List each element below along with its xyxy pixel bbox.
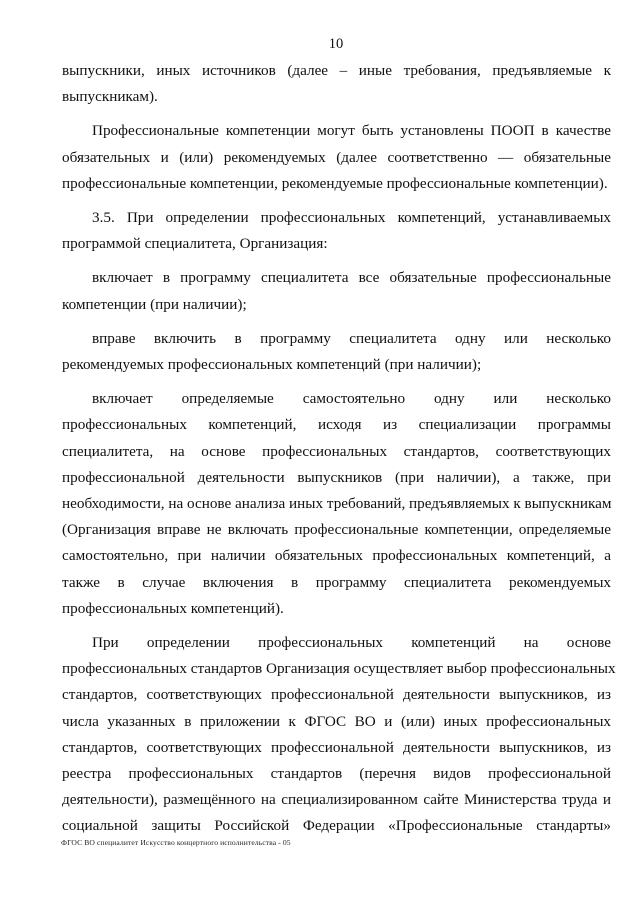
paragraph-self-defined-competencies: [62, 386, 611, 622]
text-line: стандартов, соответствующих профессиональной деятельности выпускников, из: [62, 686, 611, 704]
paragraph-recommended-competencies: [62, 326, 611, 378]
text-line: профессиональные компетенции, рекомендуемые профессиональные компетенции).: [62, 174, 608, 192]
text-line: программой специалитета, Организация:: [62, 235, 328, 253]
text-line: Профессиональные компетенции могут быть установлены ПООП в качестве: [92, 122, 611, 140]
page-footer: ФГОС ВО специалитет Искусство концертного исполнительства - 05: [61, 838, 291, 847]
text-line: социальной защиты Российской Федерации «Профессиональные стандарты»: [62, 817, 611, 835]
text-line: вправе включить в программу специалитета одну или несколько: [92, 329, 611, 347]
text-line: самостоятельно, при наличии обязательных профессиональных компетенций, а: [62, 547, 611, 565]
text-line: стандартов, соответствующих профессиональной деятельности выпускников, из: [62, 738, 611, 756]
text-line: специалитета, на основе профессиональных стандартов, соответствующих: [62, 442, 611, 460]
text-line: деятельности), размещённого на специализированном сайте Министерства труда и: [62, 791, 611, 809]
text-line: рекомендуемых профессиональных компетенций (при наличии);: [62, 356, 482, 374]
text-line: обязательных и (или) рекомендуемых (далее соответственно — обязательные: [62, 148, 611, 166]
text-line: выпускники, иных источников (далее – иные требования, предъявляемые к: [62, 62, 611, 79]
document-body: [62, 58, 616, 840]
paragraph-competencies-definition: [62, 118, 611, 197]
text-line: включает в программу специалитета все обязательные профессиональные: [92, 269, 611, 287]
text-line: компетенции (при наличии);: [62, 295, 247, 313]
paragraph-professional-standards: [62, 630, 616, 840]
paragraph-mandatory-competencies: [62, 265, 611, 317]
text-line: При определении профессиональных компетенций на основе: [92, 634, 611, 652]
text-line: (Организация вправе не включать профессиональные компетенции, определяемые: [62, 521, 611, 539]
text-line: выпускникам).: [62, 88, 158, 106]
text-line: профессиональных компетенций).: [62, 599, 284, 617]
text-line: реестра профессиональных стандартов (перечня видов профессиональной: [62, 765, 611, 783]
text-line: 3.5. При определении профессиональных компетенций, устанавливаемых: [92, 209, 611, 227]
text-line: числа указанных в приложении к ФГОС ВО и (или) иных профессиональных: [62, 712, 611, 730]
text-line: необходимости, на основе анализа иных требований, предъявляемых к выпускникам: [62, 495, 612, 513]
paragraph-continuation: [62, 58, 611, 110]
paragraph-section-3-5: [62, 205, 611, 257]
text-line: включает определяемые самостоятельно одну или несколько: [92, 390, 611, 408]
page-number: 10: [328, 36, 344, 52]
text-line: профессиональной деятельности выпускников (при наличии), а также, при: [62, 468, 611, 486]
text-line: также в случае включения в программу специалитета рекомендуемых: [62, 573, 611, 591]
text-line: профессиональных компетенций, исходя из специализации программы: [62, 416, 611, 434]
text-line: профессиональных стандартов Организация осуществляет выбор профессиональных: [62, 660, 616, 678]
